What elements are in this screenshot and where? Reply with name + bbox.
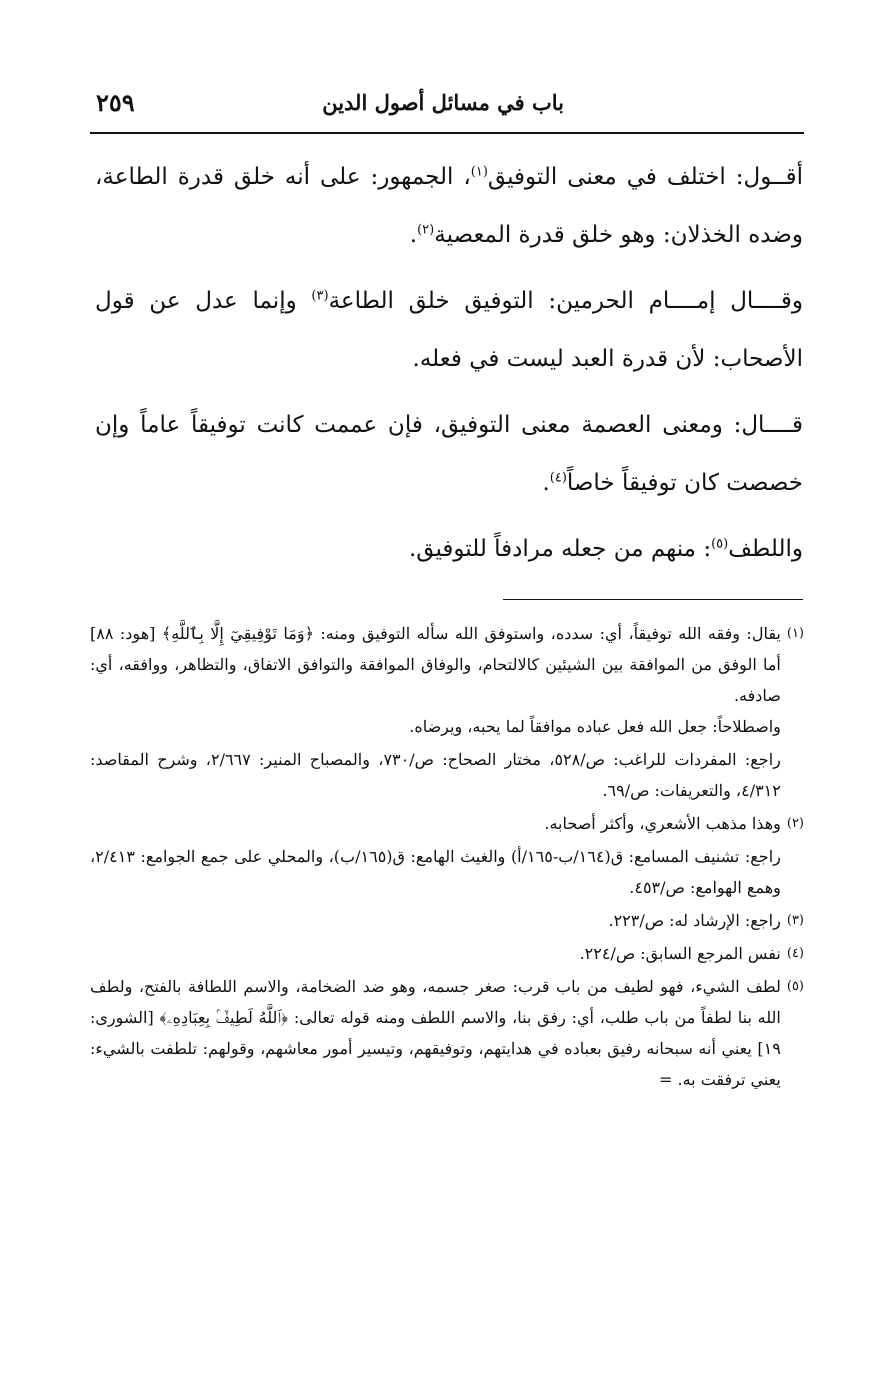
footnote-number: (١) [786, 626, 804, 641]
footnote-body [90, 808, 781, 903]
footnote-ref-3[interactable]: (٣) [311, 288, 329, 304]
paragraph-3-text-a: قــــال: ومعنى العصمة معنى التوفيق، فإن عممت كانت توفيقاً عاماً وإن خصصت كان توفيقاً خاصاً [95, 412, 803, 496]
footnote-5 [90, 971, 804, 1095]
footnote-body [90, 971, 781, 1095]
running-title: باب في مسائل أصول الدين [322, 90, 564, 115]
footnote-text: وهذا مذهب الأشعري، وأكثر أصحابه. [544, 814, 781, 833]
footnote-body [608, 905, 780, 936]
footnote-4 [90, 938, 804, 969]
paragraph-3-text-b: . [542, 470, 550, 496]
footnote-number: (٣) [786, 913, 804, 928]
main-text [95, 148, 803, 578]
footnote-number: (٥) [786, 979, 804, 994]
footnote-text: يقال: وفقه الله توفيقاً، أي: سدده، واستوفق الله سأله التوفيق ومنه: ﴿وَمَا تَوْفِيقِيٓ إِلَّا بِٱللَّهِ﴾ [هود: ٨٨] أما الوفق من الموافقة بين الشيئين كالالتحام، والوفاق الموافقة والتوافق الاتفاق، والتظاهر، ووافقه، أي: صادفه. [90, 624, 781, 705]
footnote-body [580, 938, 781, 969]
paragraph-3 [95, 396, 803, 512]
footnote-number: (٢) [786, 816, 804, 831]
footnote-ref-5[interactable]: (٥) [711, 536, 729, 552]
header-rule [90, 132, 804, 134]
footnote-number: (٤) [786, 946, 804, 961]
page-header [90, 88, 804, 124]
footnote-ref-1[interactable]: (١) [470, 164, 488, 180]
paragraph-2-text-b: وإنما عدل عن قول الأصحاب: لأن قدرة العبد ليست في فعله. [95, 288, 803, 372]
footnote-separator [503, 599, 803, 600]
footnote-text: لطف الشيء، فهو لطيف من باب قرب: صغر جسمه، وهو ضد الضخامة، والاسم اللطافة بالفتح، ولطف الله بنا لطفاً من باب طلب، أي: رفق بنا، والاسم اللطف ومنه قوله تعالى: ﴿ٱللَّهُ لَطِيفٌۢ بِعِبَادِهِۦ﴾ [الشورى: ١٩] يعني أنه سبحانه رفيق بعباده في هدايتهم، وتوفيقهم، وتيسير أمور معاشهم، وقولهم: تلطفت بالشيء: يعني ترفقت به. = [90, 977, 781, 1089]
page-number: ٢٥٩ [96, 88, 135, 117]
paragraph-1-text-a: أقــول: اختلف في معنى التوفيق [487, 164, 803, 190]
footnote-text: واصطلاحاً: جعل الله فعل عباده موافقاً لما يحبه، ويرضاه. [409, 717, 781, 736]
footnote-1 [90, 618, 804, 806]
footnote-ref-2[interactable]: (٢) [417, 222, 435, 238]
footnote-3 [90, 905, 804, 936]
paragraph-4-text-a: واللطف [728, 536, 803, 562]
footnote-text: راجع: المفردات للراغب: ص/٥٢٨، مختار الصحاح: ص/٧٣٠، والمصباح المنير: ٢/٦٦٧، وشرح المقاصد: ٤/٣١٢، والتعريفات: ص/٦٩. [90, 750, 781, 800]
paragraph-1-text-c: . [409, 222, 418, 248]
footnote-text: نفس المرجع السابق: ص/٢٢٤. [579, 944, 781, 963]
paragraph-2 [95, 272, 803, 388]
footnote-body [90, 618, 781, 806]
footnote-text: راجع: تشنيف المسامع: ق(١٦٤/ب-١٦٥/أ) والغيث الهامع: ق(١٦٥/ب)، والمحلي على جمع الجوامع: ٢/٤١٣، وهمع الهوامع: ص/٤٥٣. [90, 847, 781, 897]
paragraph-4-text-b: : منهم من جعله مرادفاً للتوفيق. [408, 536, 712, 562]
paragraph-1-text-b: ، الجمهور: على أنه خلق قدرة الطاعة، وضده الخذلان: وهو خلق قدرة المعصية [95, 164, 803, 248]
paragraph-4 [95, 520, 803, 578]
paragraph-2-text-a: وقــــال إمــــام الحرمين: التوفيق خلق الطاعة [328, 288, 803, 314]
paragraph-1 [95, 148, 803, 264]
footnote-text: راجع: الإرشاد له: ص/٢٢٣. [608, 911, 781, 930]
footnote-2 [90, 808, 804, 903]
footnotes [90, 618, 804, 1097]
footnote-ref-4[interactable]: (٤) [549, 470, 567, 486]
